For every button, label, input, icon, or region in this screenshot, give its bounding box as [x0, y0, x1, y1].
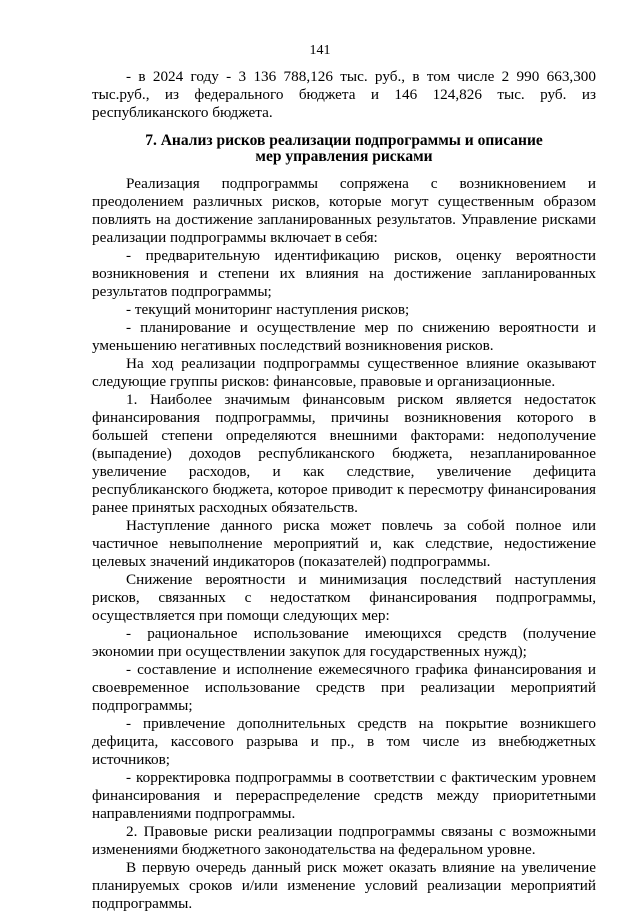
- list-item: - корректировка подпрограммы в соответствии с фактическим уровнем финансирования и перераспределение средств между приоритетными направлениями подпрограммы.: [92, 769, 596, 822]
- list-item: - рациональное использование имеющихся средств (получение экономии при осуществлении закупок для государственных нужд);: [92, 625, 596, 660]
- list-item: - привлечение дополнительных средств на покрытие возникшего дефицита, кассового разрыва и пр., в том числе из внебюджетных источников;: [92, 715, 596, 768]
- list-item: - предварительную идентификацию рисков, оценку вероятности возникновения и степени их влияния на достижение запланированных результатов подпрограммы;: [92, 247, 596, 300]
- section-title: 7. Анализ рисков реализации подпрограммы и описание мер управления рисками: [145, 132, 543, 165]
- paragraph: 1. Наиболее значимым финансовым риском является недостаток финансирования подпрограммы, причины возникновения которого в большей степени определяются внешними факторами: недополучение (выпадение) доходов республиканского бюджета, незапланированное увеличение расходов, и как следствие, увеличение дефицита республиканского бюджета, которое приводит к пересмотру финансирования ранее принятых расходных обязательств.: [92, 391, 596, 516]
- paragraph: Наступление данного риска может повлечь за собой полное или частичное невыполнение мероприятий и, как следствие, недостижение целевых значений индикаторов (показателей) подпрограммы.: [92, 517, 596, 570]
- page-number: 141: [309, 43, 331, 58]
- paragraph: Реализация подпрограммы сопряжена с возникновением и преодолением различных рисков, которые могут существенным образом повлиять на достижение запланированных результатов. Управление рисками реализации подпрограммы включает в себя:: [92, 175, 596, 246]
- paragraph: В первую очередь данный риск может оказать влияние на увеличение планируемых сроков и/или изменение условий реализации мероприятий подпрограммы.: [92, 859, 596, 912]
- paragraph: 2. Правовые риски реализации подпрограммы связаны с возможными изменениями бюджетного законодательства на федеральном уровне.: [92, 823, 596, 858]
- paragraph: Снижение вероятности и минимизация последствий наступления рисков, связанных с недостатком финансирования подпрограммы, осуществляется при помощи следующих мер:: [92, 571, 596, 624]
- paragraph: На ход реализации подпрограммы существенное влияние оказывают следующие группы рисков: финансовые, правовые и организационные.: [92, 355, 596, 390]
- intro-paragraph: - в 2024 году - 3 136 788,126 тыс. руб., в том числе 2 990 663,300 тыс.руб., из федерального бюджета и 146 124,826 тыс. руб. из республиканского бюджета.: [92, 68, 596, 121]
- page-body: [92, 68, 596, 913]
- list-item: - текущий мониторинг наступления рисков;: [126, 301, 410, 318]
- list-item: - планирование и осуществление мер по снижению вероятности и уменьшению негативных последствий возникновения рисков.: [92, 319, 596, 354]
- list-item: - составление и исполнение ежемесячного графика финансирования и своевременное использование средств при реализации мероприятий подпрограммы;: [92, 661, 596, 714]
